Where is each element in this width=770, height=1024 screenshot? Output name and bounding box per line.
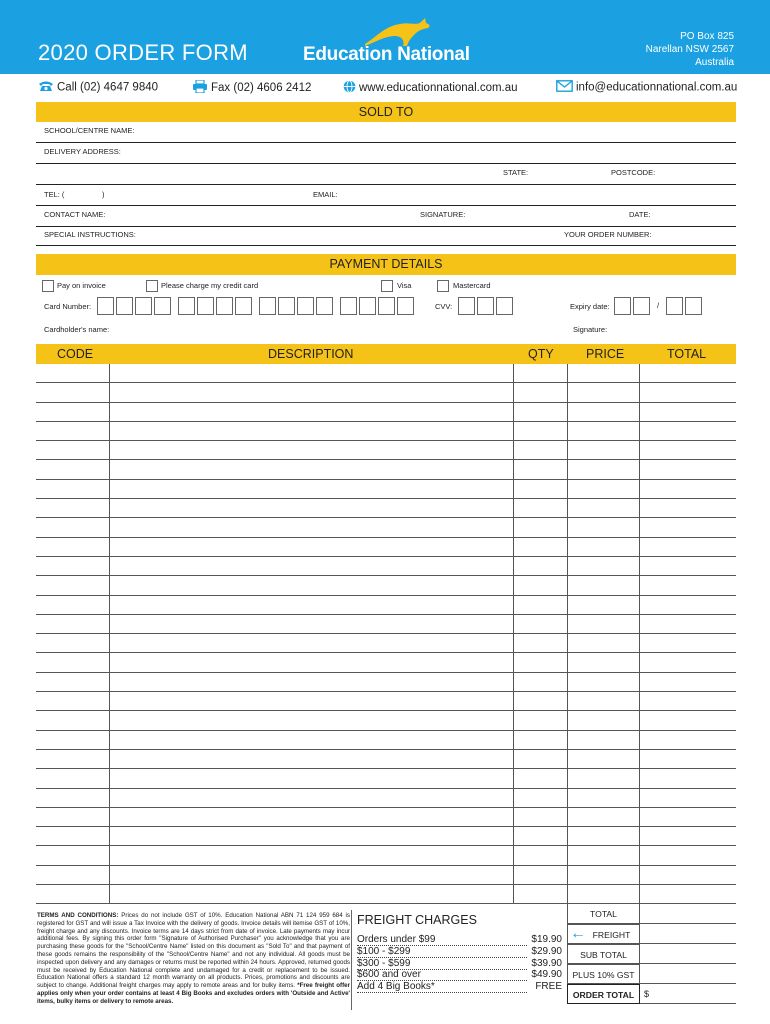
order-total-label: ORDER TOTAL [572, 990, 635, 1000]
freight-rate-label: Add 4 Big Books* [357, 981, 527, 993]
payment-heading: PAYMENT DETAILS [36, 254, 736, 275]
card-digit-box[interactable] [259, 297, 276, 315]
table-row[interactable] [36, 576, 736, 595]
credit-card-label: Please charge my credit card [161, 281, 259, 290]
table-row[interactable] [36, 769, 736, 788]
postcode-label: POSTCODE: [611, 168, 656, 177]
table-row[interactable] [36, 692, 736, 711]
delivery-address-label: DELIVERY ADDRESS: [44, 147, 121, 156]
date-label: DATE: [629, 210, 651, 219]
column-divider [567, 364, 568, 904]
email-label: EMAIL: [313, 190, 338, 199]
table-row[interactable] [36, 538, 736, 557]
order-number-label: YOUR ORDER NUMBER: [564, 230, 652, 239]
phone-text: Call (02) 4647 9840 [57, 81, 159, 94]
order-total-dollar: $ [644, 989, 650, 999]
website-contact[interactable] [343, 80, 518, 96]
address-line: Narellan NSW 2567 [645, 44, 734, 55]
table-row[interactable] [36, 731, 736, 750]
totals-value-cell[interactable] [640, 904, 736, 924]
table-row[interactable] [36, 827, 736, 846]
freight-rate-label: $300 - $599 [357, 958, 527, 970]
arrow-left-icon: ← [570, 925, 586, 942]
terms-divider [351, 910, 352, 1010]
brand-name: Education National [303, 44, 470, 65]
card-digit-box[interactable] [178, 297, 195, 315]
freight-rate-price: FREE [535, 981, 562, 993]
card-digit-box[interactable] [397, 297, 414, 315]
contact-name-label: CONTACT NAME: [44, 210, 106, 219]
special-instructions-label: SPECIAL INSTRUCTIONS: [44, 230, 136, 239]
invoice-label: Pay on invoice [57, 281, 106, 290]
freight-rate-label: $600 and over [357, 969, 527, 981]
totals-row [567, 924, 640, 944]
totals-row [567, 964, 640, 984]
envelope-icon [556, 80, 573, 95]
table-row[interactable] [36, 403, 736, 422]
totals-row [567, 984, 640, 1004]
fax-text: Fax (02) 4606 2412 [211, 82, 312, 95]
freight-rate-price: $39.90 [531, 957, 562, 969]
credit-card-checkbox[interactable] [146, 280, 158, 292]
card-digit-box[interactable] [340, 297, 357, 315]
table-row[interactable] [36, 750, 736, 769]
mastercard-label: Mastercard [453, 281, 491, 290]
tel-label: TEL: ( [44, 190, 65, 199]
digit-box[interactable] [685, 297, 702, 315]
terms-heading: TERMS AND CONDITIONS: [37, 912, 119, 919]
totals-value-cell[interactable] [640, 924, 736, 944]
card-digit-box[interactable] [97, 297, 114, 315]
card-digit-box[interactable] [235, 297, 252, 315]
freight-rate-price: $49.90 [531, 969, 562, 981]
totals-value-cell[interactable] [640, 944, 736, 964]
digit-box[interactable] [477, 297, 494, 315]
freight-rate-label: Orders under $99 [357, 934, 527, 946]
digit-box[interactable] [458, 297, 475, 315]
freight-rate-price: $19.90 [531, 934, 562, 945]
freight-rate-label: $100 - $299 [357, 946, 527, 958]
table-row[interactable] [36, 866, 736, 885]
totals-row [567, 904, 640, 924]
table-row[interactable] [36, 634, 736, 653]
column-divider [513, 364, 514, 904]
digit-box[interactable] [633, 297, 650, 315]
table-row[interactable] [36, 461, 736, 480]
table-row[interactable] [36, 557, 736, 576]
code-column-header: CODE [57, 347, 94, 361]
table-row[interactable] [36, 518, 736, 537]
card-digit-box[interactable] [135, 297, 152, 315]
freight-rate-row [357, 981, 562, 996]
cardholder-label: Cardholder's name: [44, 325, 110, 334]
table-row[interactable] [36, 789, 736, 808]
total-column-header: TOTAL [667, 347, 707, 361]
freight-heading: FREIGHT CHARGES [357, 913, 477, 927]
table-row[interactable] [36, 847, 736, 866]
state-line[interactable] [36, 184, 736, 185]
delivery-address-line[interactable] [36, 163, 736, 164]
mastercard-checkbox[interactable] [437, 280, 449, 292]
terms-body: Prices do not include GST of 10%. Education National ABN 71 124 959 684 is registered for GST and will issue a Tax Invoice with the delivery of goods. Invoice details will itemise GST of 10%, freight charge and any discounts. Invoice terms are 14 days strict from date of invoice. Late payments may incur additional fees. By signing this order form "Signature of Authorised Purchaser" you acknowledge that you are purchasing these goods for the "School/Centre Name" listed on this document as "Sold To" and that payment of these goods remains the responsibility of the "School/Centre Name" and not any individual. All goods must be inspected upon delivery and any damages or returns must be reported within 24 hours. Approved, returned goods must be received by Education National complete and undamaged for a credit or replacement to be issued. Education National offers a standard 12 month warranty on all products. Prices, promotions and discounts are subject to change. Additional freight charges may apply to remote areas and for bulky items. [37, 912, 350, 990]
table-row[interactable] [36, 383, 736, 402]
expiry-slash: / [657, 301, 660, 310]
subtotal-label: SUB TOTAL [580, 950, 627, 960]
table-row[interactable] [36, 673, 736, 692]
card-number-label: Card Number: [44, 302, 92, 311]
signature-label: SIGNATURE: [420, 210, 466, 219]
column-divider [109, 364, 110, 904]
table-row[interactable] [36, 422, 736, 441]
digit-box[interactable] [496, 297, 513, 315]
column-divider [639, 364, 640, 904]
digit-box[interactable] [614, 297, 631, 315]
card-digit-box[interactable] [154, 297, 171, 315]
table-row[interactable] [36, 615, 736, 634]
page-title: 2020 ORDER FORM [38, 40, 248, 65]
card-digit-box[interactable] [316, 297, 333, 315]
qty-column-header: QTY [528, 347, 554, 361]
expiry-label: Expiry date: [570, 302, 610, 311]
table-header-band [36, 344, 736, 364]
sold-to-heading: SOLD TO [36, 102, 736, 122]
description-column-header: DESCRIPTION [268, 347, 354, 361]
table-row[interactable] [36, 885, 736, 904]
table-row[interactable] [36, 654, 736, 673]
order-items-table[interactable] [36, 364, 736, 906]
card-digit-box[interactable] [278, 297, 295, 315]
card-digit-box[interactable] [216, 297, 233, 315]
postal-address [646, 30, 734, 69]
freight-rate-price: $29.90 [531, 945, 562, 957]
table-row[interactable] [36, 364, 736, 383]
state-label: STATE: [503, 168, 529, 177]
totals-value-cell[interactable] [640, 984, 736, 1004]
table-row[interactable] [36, 480, 736, 499]
globe-icon [343, 80, 356, 96]
digit-box[interactable] [666, 297, 683, 315]
table-row[interactable] [36, 499, 736, 518]
totals-value-cell[interactable] [640, 964, 736, 984]
email-link[interactable]: info@educationnational.com.au [576, 81, 738, 94]
tel-line[interactable] [36, 205, 736, 206]
card-digit-box[interactable] [359, 297, 376, 315]
website-link[interactable]: www.educationnational.com.au [359, 82, 518, 95]
freight-total-label: FREIGHT [592, 930, 631, 940]
visa-checkbox[interactable] [381, 280, 393, 292]
fax-contact [192, 80, 311, 96]
school-name-label: SCHOOL/CENTRE NAME: [44, 126, 135, 135]
email-contact[interactable] [556, 80, 737, 95]
phone-icon [38, 80, 54, 95]
school-name-line[interactable] [36, 142, 736, 143]
invoice-checkbox[interactable] [42, 280, 54, 292]
total-label: TOTAL [590, 909, 617, 919]
tel-close: ) [102, 190, 105, 199]
gst-label: PLUS 10% GST [572, 970, 635, 980]
card-signature-label: Signature: [573, 325, 608, 334]
cvv-label: CVV: [435, 302, 453, 311]
card-digit-box[interactable] [197, 297, 214, 315]
fax-icon [192, 80, 208, 96]
visa-label: Visa [397, 281, 412, 290]
card-digit-box[interactable] [116, 297, 133, 315]
table-row[interactable] [36, 711, 736, 730]
phone-contact [38, 80, 158, 95]
address-line: PO Box 825 [680, 31, 734, 42]
terms-and-conditions [37, 912, 350, 1006]
contact-line[interactable] [36, 226, 736, 227]
terms-free-freight: *Free freight offer applies only when your order contains at least 4 Big Books and excludes orders with 'Outside and Active' items, bulky items or delivery to remote areas. [37, 982, 350, 1005]
address-line: Australia [695, 57, 734, 68]
card-digit-box[interactable] [378, 297, 395, 315]
price-column-header: PRICE [586, 347, 625, 361]
table-row[interactable] [36, 596, 736, 615]
card-digit-box[interactable] [297, 297, 314, 315]
special-line[interactable] [36, 245, 736, 246]
table-row[interactable] [36, 808, 736, 827]
totals-row [567, 944, 640, 964]
table-row[interactable] [36, 441, 736, 460]
